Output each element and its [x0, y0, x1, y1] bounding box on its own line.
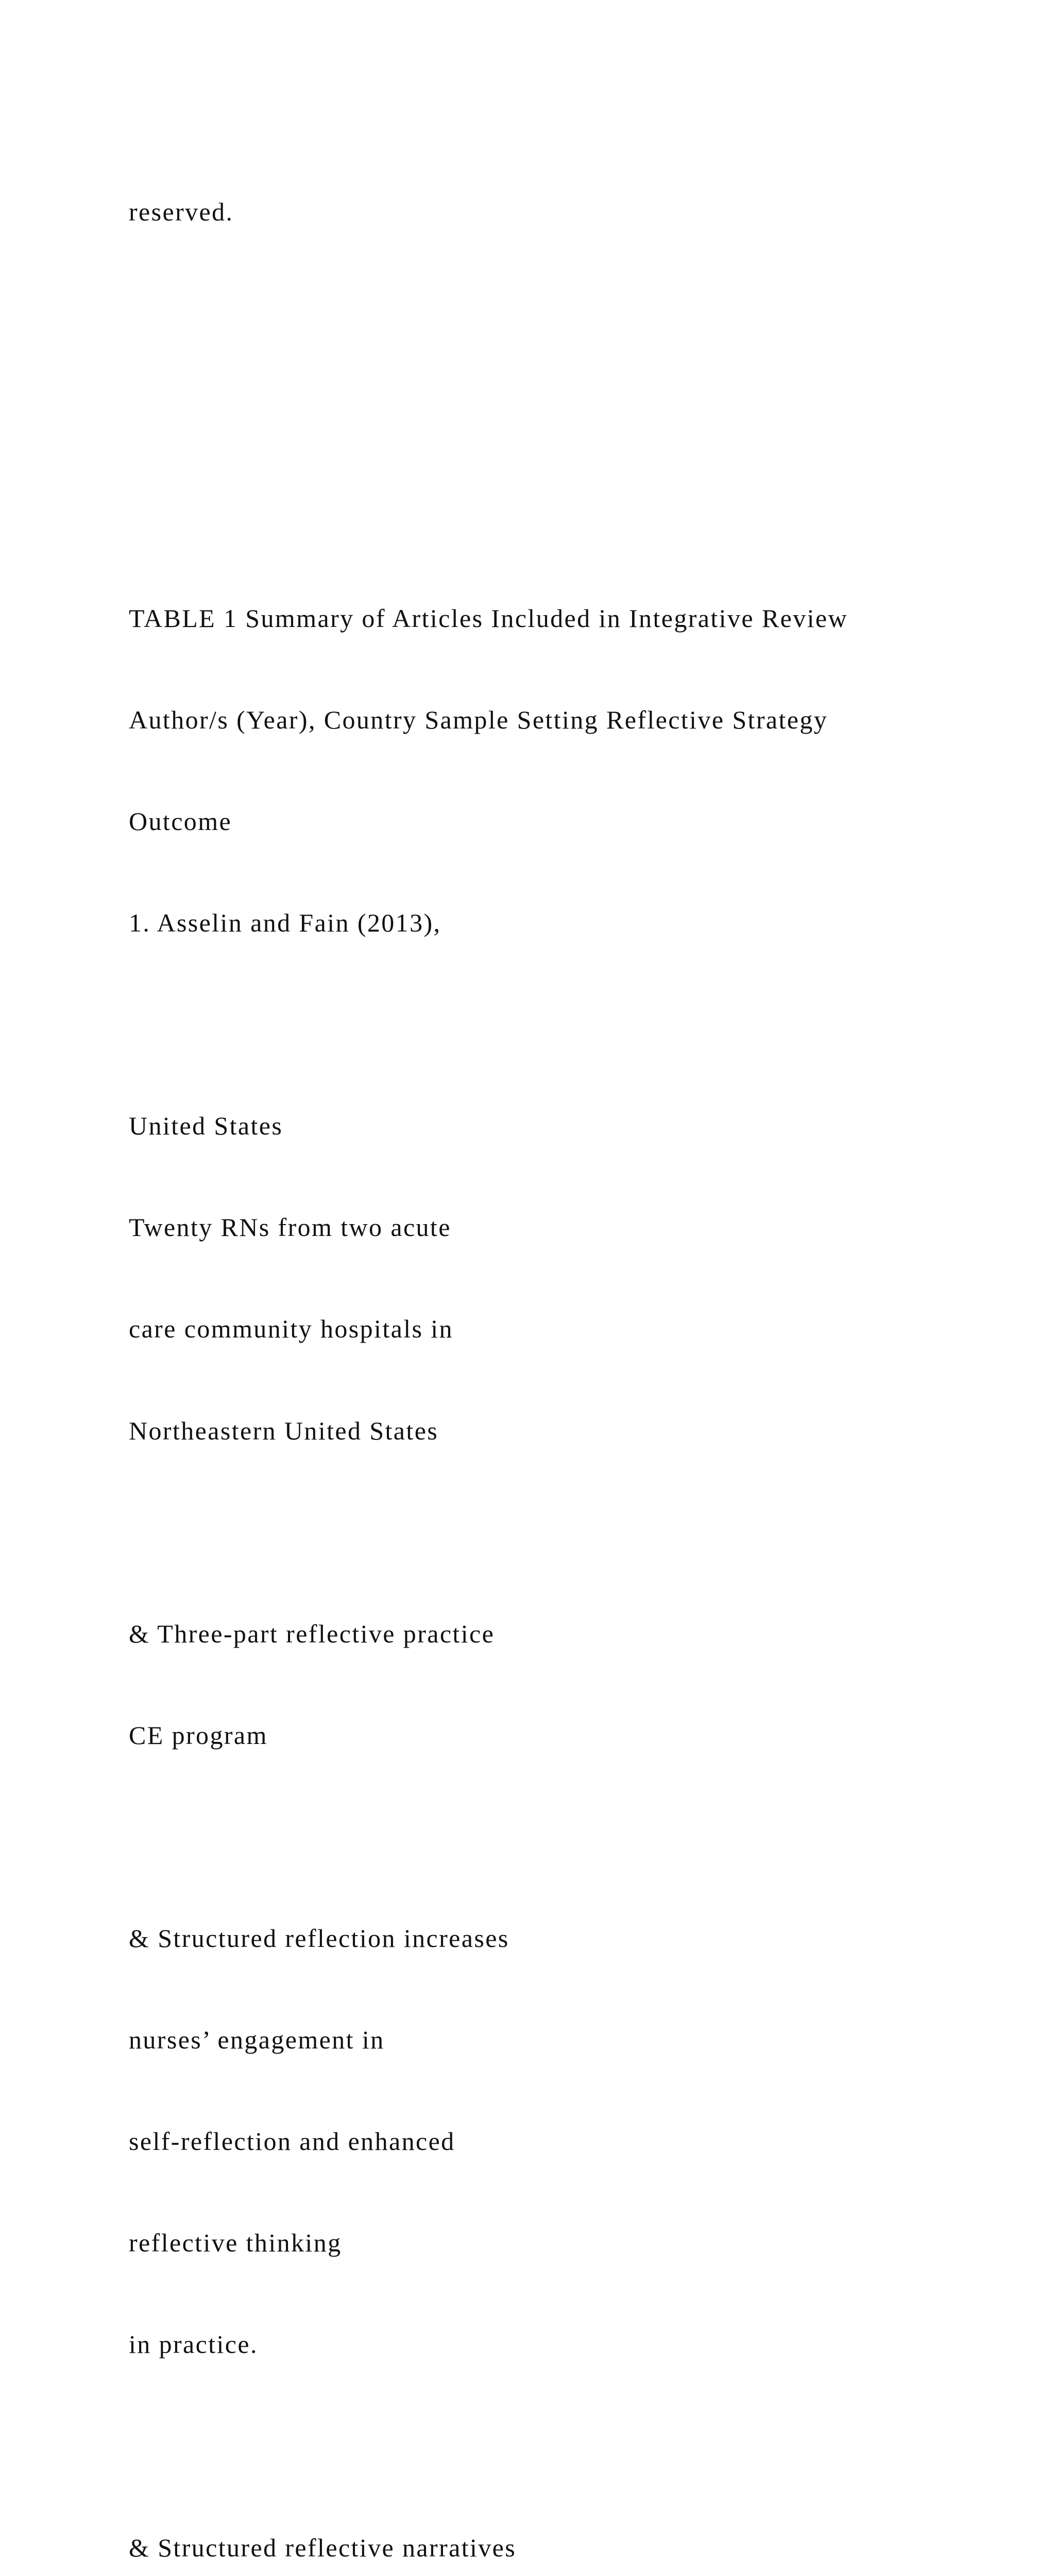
- text-line: & Structured reflective narratives: [129, 2533, 517, 2562]
- text-line: reserved.: [129, 197, 234, 227]
- text-line: 1. Asselin and Fain (2013),: [129, 908, 441, 938]
- text-line: in practice.: [129, 2330, 258, 2359]
- text-line: self-reflection and enhanced: [129, 2127, 455, 2156]
- table-header-line: Author/s (Year), Country Sample Setting Reflective Strategy: [129, 705, 828, 734]
- text-line: Northeastern United States: [129, 1416, 439, 1445]
- text-line: United States: [129, 1111, 283, 1141]
- blank-line: [129, 2429, 1005, 2463]
- text-line: & Structured reflection increases: [129, 1924, 509, 1953]
- text-line: Twenty RNs from two acute: [129, 1213, 451, 1242]
- blank-line: [129, 500, 1005, 534]
- table-header-line: Outcome: [129, 806, 232, 836]
- blank-line: [129, 1008, 1005, 1042]
- document-text: [129, 128, 1005, 2576]
- text-line: reflective thinking: [129, 2228, 342, 2258]
- blank-line: [129, 1516, 1005, 1550]
- text-line: & Three-part reflective practice: [129, 1619, 495, 1648]
- text-line: nurses’ engagement in: [129, 2025, 385, 2055]
- text-line: care community hospitals in: [129, 1314, 453, 1344]
- blank-line: [129, 1820, 1005, 1854]
- text-line: CE program: [129, 1720, 268, 1750]
- blank-line: [129, 399, 1005, 433]
- table-title: TABLE 1 Summary of Articles Included in Integrative Review: [129, 603, 848, 633]
- blank-line: [129, 297, 1005, 331]
